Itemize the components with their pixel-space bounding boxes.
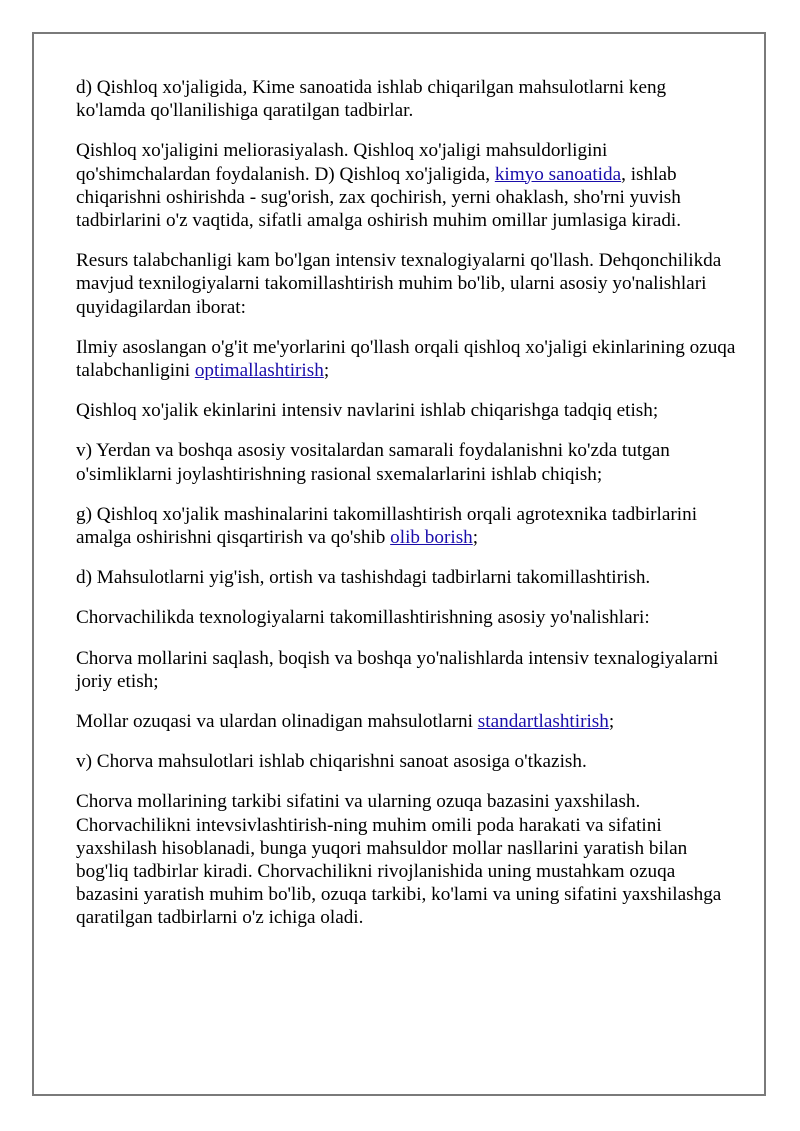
paragraph-text: v) Chorva mahsulotlari ishlab chiqarishni sanoat asosiga o'tkazish.: [76, 751, 587, 773]
paragraph-text: g) Qishloq xo'jalik mashinalarini takomillashtirish orqali agrotexnika tadbirlarini amalga oshirishni qisqartirish va qo'shib: [76, 503, 698, 549]
paragraph-5: [76, 399, 736, 422]
paragraph-text: d) Qishloq xo'jaligida, Kime sanoatida ishlab chiqarilgan mahsulotlarni keng ko'lamda qo'llanilishiga qaratilgan tadbirlar.: [76, 77, 667, 122]
link-olib-borish[interactable]: olib borish: [390, 527, 473, 549]
paragraph-text: Resurs talabchanligi kam bo'lgan intensiv texnalogiyalarni qo'llash. Dehqonchilikda mavjud texnilogiyalarni takomillashtirish muhim bo'lib, ularni asosiy yo'nalishlari quyidagilardan iborat:: [76, 250, 722, 318]
paragraph-6: [76, 439, 736, 485]
paragraph-12: [76, 750, 736, 773]
paragraph-4: [76, 336, 736, 382]
document-body: [76, 76, 736, 947]
paragraph-2: [76, 139, 736, 232]
link-kimyo-sanoatida[interactable]: kimyo sanoatida: [494, 163, 622, 185]
paragraph-7: [76, 503, 736, 549]
paragraph-text: Qishloq xo'jalik ekinlarini intensiv navlarini ishlab chiqarishga tadqiq etish;: [76, 400, 659, 422]
paragraph-10: [76, 647, 736, 693]
link-standartlashtirish[interactable]: standartlashtirish: [477, 711, 609, 733]
link-optimallashtirish[interactable]: optimallashtirish: [194, 360, 324, 382]
paragraph-text: Mollar ozuqasi va ulardan olinadigan mahsulotlarni: [76, 711, 478, 733]
paragraph-text: Chorva mollarining tarkibi sifatini va ularning ozuqa bazasini yaxshilash. Chorvachilikni intevsivlashtirish-ning muhim omili poda harakati va sifatini yaxshilash hisoblanadi, bunga yuqori mahsuldor mollar nasllarini yaratish bilan bog'liq tadbirlar kiradi. Chorvachilikni rivojlanishida uning mustahkam ozuqa bazasini yaratish muhim bo'lib, ozuqa tarkibi, ko'lami va uning sifatini yaxshilashga qaratilgan tadbirlarni o'z ichiga oladi.: [76, 791, 722, 929]
paragraph-text: Ilmiy asoslangan o'g'it me'yorlarini qo'llash orqali qishloq xo'jaligi ekinlarining ozuqa talabchanligini: [76, 336, 736, 382]
paragraph-8: [76, 566, 736, 589]
paragraph-11: [76, 710, 736, 733]
paragraph-13: [76, 790, 736, 929]
paragraph-text: Chorvachilikda texnologiyalarni takomillashtirishning asosiy yo'nalishlari:: [76, 607, 650, 629]
paragraph-text: ;: [608, 711, 615, 733]
paragraph-3: [76, 249, 736, 319]
paragraph-text: ;: [323, 360, 330, 382]
paragraph-1: [76, 76, 736, 122]
paragraph-text: , ishlab chiqarishni oshirishda - sug'orish, zax qochirish, yerni ohaklash, sho'rni yuvish tadbirlarini o'z vaqtida, sifatli amalga oshirish muhim omillar jumlasiga kiradi.: [76, 163, 682, 232]
paragraph-text: v) Yerdan va boshqa asosiy vositalardan samarali foydalanishni ko'zda tutgan o'simliklarni joylashtirishning rasional sxemalarlarini ishlab chiqish;: [76, 440, 670, 485]
paragraph-text: d) Mahsulotlarni yig'ish, ortish va tashishdagi tadbirlarni takomillashtirish.: [76, 567, 651, 589]
paragraph-text: Qishloq xo'jaligini meliorasiyalash. Qishloq xo'jaligi mahsuldorligini qo'shimchalardan foydalanish. D) Qishloq xo'jaligida,: [76, 140, 608, 185]
paragraph-text: Chorva mollarini saqlash, boqish va boshqa yo'nalishlarda intensiv texnalogiyalarni joriy etish;: [76, 647, 719, 692]
paragraph-9: [76, 606, 736, 629]
paragraph-text: ;: [472, 527, 479, 549]
